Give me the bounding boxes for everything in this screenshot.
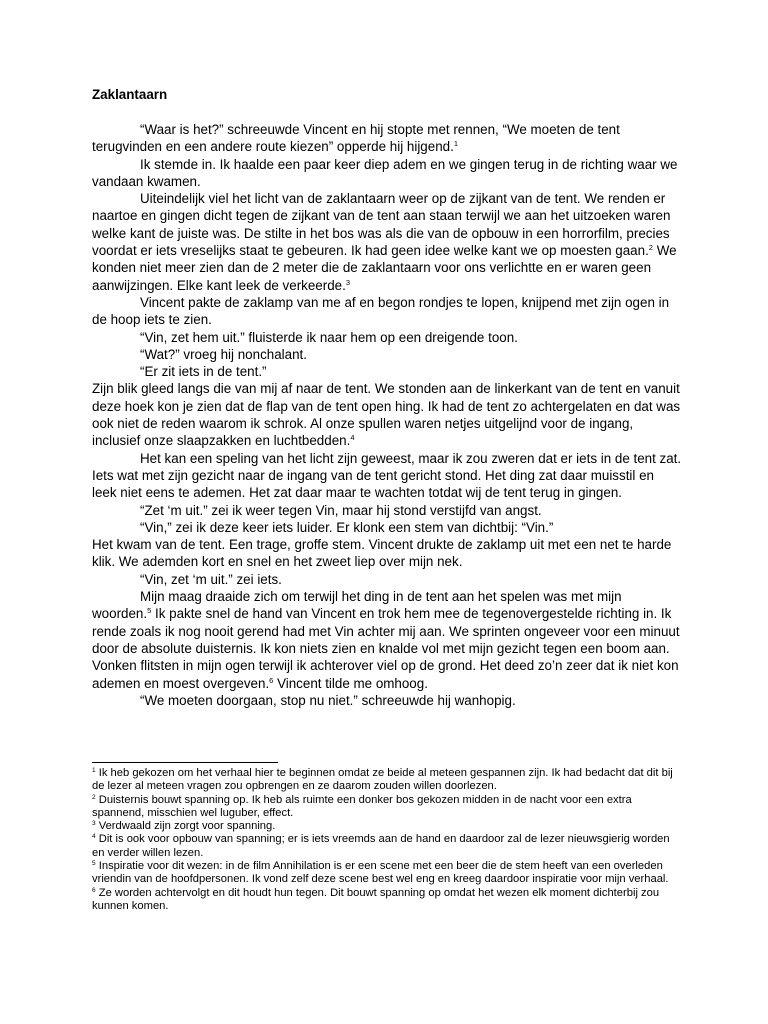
paragraph xyxy=(92,190,682,294)
paragraph xyxy=(92,329,682,346)
footnote xyxy=(92,767,682,794)
paragraph-text: We konden niet meer zien dan de 2 meter die de zaklantaarn voor ons verlichtte en er waren geen aanwijzingen. Elke kant leek de verkeerde. xyxy=(92,243,677,293)
footnote-separator xyxy=(92,762,278,763)
paragraph-text: “Vin, zet hem uit.” fluisterde ik naar hem op een dreigende toon. xyxy=(140,329,518,345)
footnote-number: 4 xyxy=(92,833,96,841)
footnote-ref: 3 xyxy=(345,277,350,287)
paragraph xyxy=(92,294,682,329)
footnote-ref: 6 xyxy=(269,675,274,685)
footnote-ref: 1 xyxy=(453,139,458,149)
footnote xyxy=(92,820,682,833)
footnote-ref: 4 xyxy=(350,433,355,443)
paragraph xyxy=(92,363,682,380)
paragraph-text: Vincent tilde me omhoog. xyxy=(273,675,428,691)
footnote-number: 1 xyxy=(92,767,96,774)
footnote-ref: 5 xyxy=(147,606,152,616)
footnote-number: 2 xyxy=(92,793,96,801)
paragraph-text: Ik pakte snel de hand van Vincent en trok hem mee de tegenovergestelde richting in. Ik rende zoals ik nog nooit gerend had met Vin achter mij aan. We sprinten ongeveer voor een minuut door de absolute duisternis. Ik kon niets zien en knalde vol met mijn gezicht tegen een boom aan. Vonken flitsten in mijn ogen terwijl ik achterover viel op de grond. Het deed zo’n zeer dat ik niet kon ademen en moest overgeven. xyxy=(92,606,680,691)
paragraph xyxy=(92,156,682,191)
story-body xyxy=(92,121,682,709)
footnote-text: Ze worden achtervolgt en dit houdt hun tegen. Dit bouwt spanning op omdat het wezen elk moment dichterbij zou kunnen komen. xyxy=(92,886,660,912)
paragraph xyxy=(92,571,682,588)
paragraph-text: Uiteindelijk viel het licht van de zaklantaarn weer op de zijkant van de tent. We renden er naartoe en gingen dicht tegen de zijkant van de tent aan staan terwijl we aan het uitzoeken waren welke kant de juiste was. De stilte in het bos was als die van de opbouw in een horrorfilm, precies voordat er iets vreselijks staat te gebeuren. Ik had geen idee welke kant we op moesten gaan. xyxy=(92,191,671,259)
footnote-ref: 2 xyxy=(648,243,653,253)
paragraph xyxy=(92,536,682,571)
paragraph-text: “Waar is het?” schreeuwde Vincent en hij stopte met rennen, “We moeten de tent terugvinden en een andere route kiezen” opperde hij hijgend. xyxy=(92,122,620,155)
paragraph-text: Het kwam van de tent. Een trage, groffe stem. Vincent drukte de zaklamp uit met een net te harde klik. We ademden kort en snel en het zweet liep over mijn nek. xyxy=(92,537,672,570)
paragraph-text: Vincent pakte de zaklamp van me af en begon rondjes te lopen, knijpend met zijn ogen in de hoop iets te zien. xyxy=(92,294,670,328)
footnote xyxy=(92,833,682,860)
paragraph-text: Mijn maag draaide zich om terwijl het ding in de tent aan het spelen was met mijn woorden. xyxy=(92,589,622,622)
footnote-number: 6 xyxy=(92,886,96,894)
paragraph xyxy=(92,502,682,519)
footnote xyxy=(92,887,682,914)
paragraph-text: “We moeten doorgaan, stop nu niet.” schreeuwde hij wanhopig. xyxy=(140,692,516,708)
footnote-text: Verdwaald zijn zorgt voor spanning. xyxy=(95,820,276,833)
paragraph-text: “Zet ‘m uit.” zei ik weer tegen Vin, maar hij stond verstijfd van angst. xyxy=(140,502,542,518)
paragraph-text: “Wat?” vroeg hij nonchalant. xyxy=(140,346,307,362)
footnote-text: Dit is ook voor opbouw van spanning; er is iets vreemds aan de hand en daardoor zal de lezer nieuwsgierig worden en verder willen lezen. xyxy=(92,833,670,859)
paragraph-text: Het kan een speling van het licht zijn geweest, maar ik zou zweren dat er iets in de tent zat. Iets wat met zijn gezicht naar de ingang van de tent gericht stond. Het ding zat daar muisstil en leek niet eens te ademen. Het zat daar maar te wachten totdat wij de tent terug in gingen. xyxy=(92,450,682,501)
footnotes xyxy=(92,767,682,913)
footnote xyxy=(92,794,682,821)
paragraph-text: “Vin, zet ‘m uit.” zei iets. xyxy=(140,571,282,587)
paragraph xyxy=(92,588,682,692)
paragraph-text: Zijn blik gleed langs die van mij af naar de tent. We stonden aan de linkerkant van de tent en vanuit deze hoek kon je zien dat de flap van de tent open hing. Ik had de tent zo achtergelaten en dat was ook niet de reden waarom ik schrok. Al onze spullen waren netjes uitgelijnd voor de ingang, inclusief onze slaapzakken en luchtbedden. xyxy=(92,381,681,449)
paragraph xyxy=(92,450,682,502)
paragraph xyxy=(92,692,682,709)
footnote-text: Duisternis bouwt spanning op. Ik heb als ruimte een donker bos gekozen midden in de nacht voor een extra spannend, misschien wel luguber, effect. xyxy=(92,793,632,819)
footnote-text: Ik heb gekozen om het verhaal hier te beginnen omdat ze beide al meteen gespannen zijn. Ik had bedacht dat dit bij de lezer al meteen vragen zou opbrengen en ze daarom zouden willen doorlezen. xyxy=(92,767,673,793)
paragraph xyxy=(92,346,682,363)
document-title: Zaklantaarn xyxy=(92,87,168,102)
paragraph xyxy=(92,519,682,536)
footnote xyxy=(92,860,682,887)
paragraph xyxy=(92,121,682,156)
paragraph-text: “Vin,” zei ik deze keer iets luider. Er klonk een stem van dichtbij: “Vin.” xyxy=(140,519,554,535)
footnote-number: 5 xyxy=(92,860,96,868)
footnote-number: 3 xyxy=(92,820,96,828)
paragraph-text: Ik stemde in. Ik haalde een paar keer diep adem en we gingen terug in de richting waar we vandaan kwamen. xyxy=(92,156,678,189)
paragraph-text: “Er zit iets in de tent.” xyxy=(140,364,267,380)
paragraph xyxy=(92,380,682,449)
footnote-text: Inspiratie voor dit wezen: in de film Annihilation is er een scene met een beer die de stem heeft van een overleden vriendin van de hoofdpersonen. Ik vond zelf deze scene best wel eng en kreeg daardoor inspiratie voor mijn verhaal. xyxy=(92,860,669,886)
